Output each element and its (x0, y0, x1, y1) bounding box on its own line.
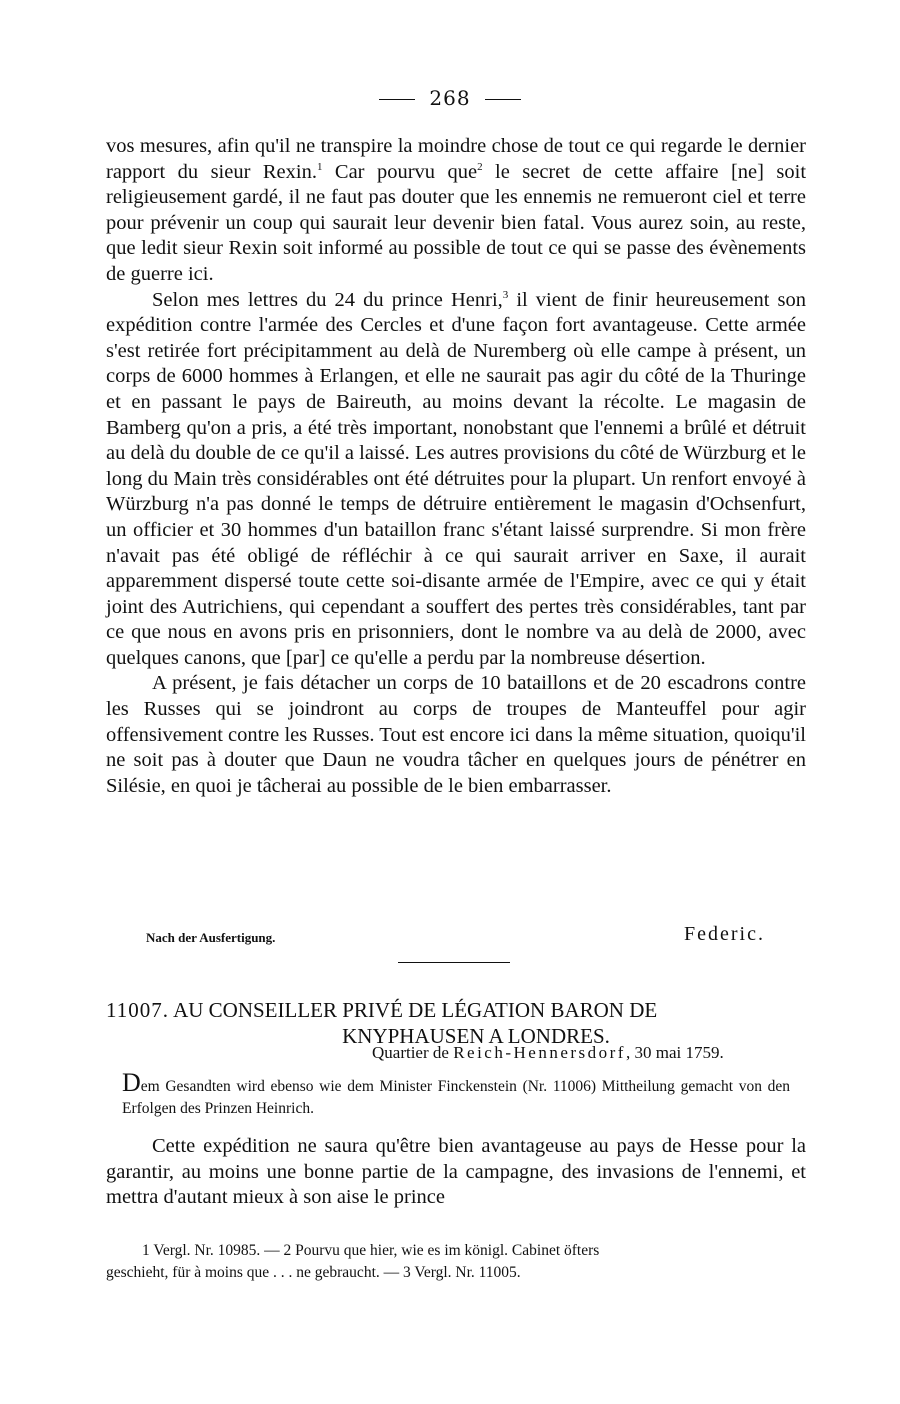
signature: Federic. (684, 923, 765, 945)
footnote-marker: 3 (502, 288, 509, 301)
letter-body (106, 134, 806, 799)
text-run: Car pourvu que (322, 160, 478, 183)
place-prefix: Quartier de (372, 1043, 454, 1062)
paragraph (106, 288, 806, 672)
text-run: il vient de finir heureusement son expédition contre l'armée des Cercles et d'une façon fort avantageuse. Cette armée s'est retirée fort précipitamment au delà de Nuremberg où elle campe à présent, un corps de 6000 hommes à Erlangen, et elle ne saurait pas agir du côté de la Thuringe et en passant le pays de Baireuth, au moins devant la récolte. Le magasin de Bamberg qu'on a pris, a été très important, nonobstant que l'ennemi a brûlé et détruit au delà du double de ce qu'il a laissé. Les autres provisions du côté de Würzburg et le long du Main très considérables ont été détruites pour la plupart. Un renfort envoyé à Würzburg n'a pas donné le temps de détruire entièrement le magasin d'Ochsenfurt, un officier et 30 hommes d'un bataillon franc s'étant laissé surprendre. Si mon frère n'avait pas été obligé de réfléchir à ce qui saurait arriver en Saxe, il aurait apparemment dispersé toute cette soi-disante armée de l'Empire, avec ce qui y était joint des Autrichiens, qui cependant a souffert des pertes très considérables, tant par ce que nous en avons pris en prisonniers, dont le nombre va au delà de 2000, avec quelques canons, que [par] ce qu'elle a perdu par la nombreuse désertion. (106, 288, 807, 669)
text-run: Selon mes lettres du 24 du prince Henri, (152, 288, 503, 311)
heading-line-1: AU CONSEILLER PRIVÉ DE LÉGATION BARON DE (173, 998, 658, 1022)
page-number-dash-right (485, 99, 521, 100)
summary-text: em Gesandten wird ebenso wie dem Minister Finckenstein (Nr. 11006) Mittheilung gemacht von den Erfolgen des Prinzen Heinrich. (122, 1078, 790, 1117)
page-number-dash-left (379, 99, 415, 100)
document-number: 11007. (106, 998, 169, 1022)
footnote-marker: 1 (316, 160, 323, 173)
paragraph (106, 671, 806, 799)
paragraph (106, 134, 806, 288)
footnote-line-1: 1 Vergl. Nr. 10985. — 2 Pourvu que hier, wie es im königl. Cabinet öfters (142, 1242, 600, 1259)
summary-initial: D (122, 1068, 141, 1097)
footnote-line-2: geschieht, für à moins que . . . ne gebraucht. — 3 Vergl. Nr. 11005. (106, 1264, 521, 1281)
editorial-summary (122, 1068, 790, 1120)
document-body (106, 1134, 806, 1211)
footnotes (106, 1240, 802, 1284)
text-run: le secret de cette affaire [ne] soit religieusement gardé, il ne faut pas douter que les ennemis ne remueront ciel et terre pour prévenir un coup qui saurait leur devenir bien fatal. Vous aurez soin, au reste, que ledit sieur Rexin soit informé au possible de tout ce qui se passe des évènements de guerre ici. (106, 160, 807, 285)
document-body-paragraph: Cette expédition ne saura qu'être bien avantageuse au pays de Hesse pour la garantir, au moins une bonne partie de la campagne, des invasions de l'ennemi, et mettra d'autant mieux à son aise le prince (106, 1135, 806, 1209)
heading-line-2: KNYPHAUSEN A LONDRES. (342, 1024, 610, 1048)
place-name: Reich-Hennersdorf (453, 1043, 626, 1062)
section-divider (398, 962, 510, 963)
text-run: vos mesures, afin qu'il ne transpire la moindre chose de tout ce qui regarde le dernier rapport du sieur Rexin. (106, 135, 806, 183)
date: , 30 mai 1759. (625, 1043, 724, 1062)
page-number: 268 (0, 86, 900, 110)
source-note: Nach der Ausfertigung. (146, 930, 276, 945)
place-date (372, 1043, 724, 1063)
text-run: A présent, je fais détacher un corps de 10 bataillons et de 20 escadrons contre les Russes qui se joindront au corps de troupes de Manteuffel pour agir offensivement contre les Russes. Tout est encore ici dans la même situation, quoiqu'il ne soit pas à douter que Daun ne voudra tâcher en quelques jours de pénétrer en Silésie, en quoi je tâcherai au possible de le bien embarrasser. (106, 672, 806, 797)
document-heading (106, 997, 806, 1049)
footnote-marker: 2 (477, 160, 483, 173)
